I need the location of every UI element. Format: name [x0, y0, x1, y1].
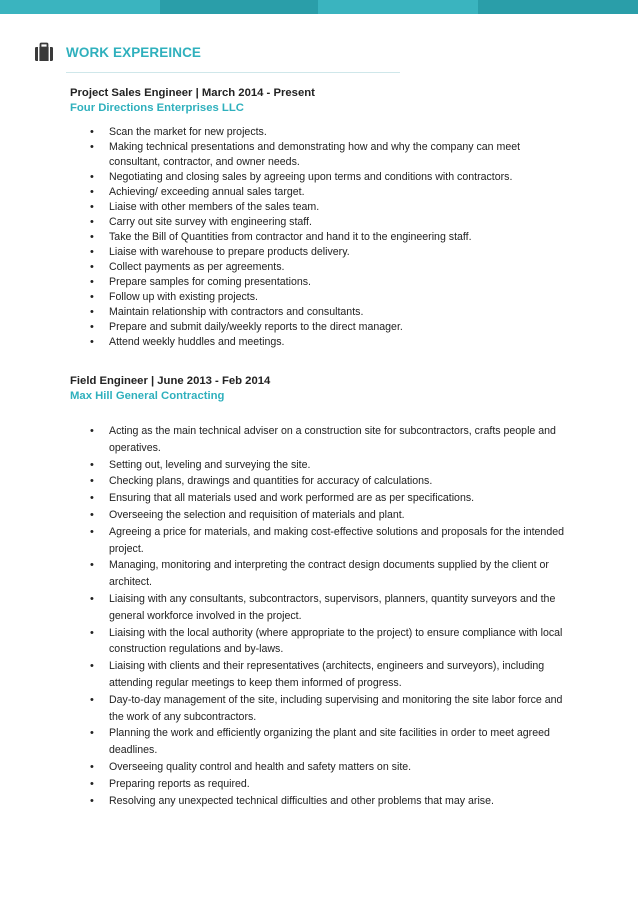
duty-item: • Achieving/ exceeding annual sales target. [70, 185, 570, 200]
section-divider [66, 72, 400, 73]
company-name: Four Directions Enterprises LLC [70, 102, 244, 114]
top-bar-segment [0, 0, 160, 14]
section-header [34, 42, 201, 62]
duty-item: • Making technical presentations and demonstrating how and why the company can meet consultant, contractor, and owner needs. [70, 140, 570, 170]
duty-item: • Attend weekly huddles and meetings. [70, 335, 570, 350]
job-entry [70, 374, 570, 809]
duty-item: • Day-to-day management of the site, including supervising and monitoring the site labor force and the work of any subcontractors. [70, 692, 570, 726]
duty-item: • Preparing reports as required. [70, 776, 570, 793]
company-name: Max Hill General Contracting [70, 390, 225, 402]
job-entry [70, 86, 570, 350]
duty-item: • Planning the work and efficiently organizing the plant and site facilities in order to meet agreed deadlines. [70, 725, 570, 759]
top-bar-segment [318, 0, 478, 14]
duty-item: • Agreeing a price for materials, and making cost-effective solutions and proposals for the intended project. [70, 524, 570, 558]
duty-item: • Setting out, leveling and surveying the site. [70, 457, 570, 474]
duty-item: • Liaising with clients and their representatives (architects, engineers and surveyors), including attending regular meetings to keep them informed of progress. [70, 658, 570, 692]
duty-item: • Resolving any unexpected technical difficulties and other problems that may arise. [70, 793, 570, 810]
duties-list [70, 423, 570, 809]
duty-item: • Overseeing the selection and requisition of materials and plant. [70, 507, 570, 524]
duty-item: • Carry out site survey with engineering staff. [70, 215, 570, 230]
duty-item: • Negotiating and closing sales by agreeing upon terms and conditions with contractors. [70, 170, 570, 185]
duty-item: • Take the Bill of Quantities from contractor and hand it to the engineering staff. [70, 230, 570, 245]
top-color-bar [0, 0, 638, 14]
duty-item: • Scan the market for new projects. [70, 125, 570, 140]
duty-item: • Follow up with existing projects. [70, 290, 570, 305]
top-bar-segment [478, 0, 638, 14]
duty-item: • Checking plans, drawings and quantities for accuracy of calculations. [70, 473, 570, 490]
duty-item: • Liaising with the local authority (where appropriate to the project) to ensure compliance with local construction regulations and by-laws. [70, 625, 570, 659]
duties-list [70, 125, 570, 350]
duty-item: • Prepare and submit daily/weekly reports to the direct manager. [70, 320, 570, 335]
top-bar-segment [160, 0, 318, 14]
duty-item: • Overseeing quality control and health and safety matters on site. [70, 759, 570, 776]
duty-item: • Liaise with other members of the sales team. [70, 200, 570, 215]
section-title: WORK EXPEREINCE [66, 44, 202, 60]
duty-item: • Maintain relationship with contractors and consultants. [70, 305, 570, 320]
duty-item: • Ensuring that all materials used and work performed are as per specifications. [70, 490, 570, 507]
duty-item: • Managing, monitoring and interpreting the contract design documents supplied by the client or architect. [70, 557, 570, 591]
duty-item: • Prepare samples for coming presentations. [70, 275, 570, 290]
duty-item: • Collect payments as per agreements. [70, 260, 570, 275]
job-title: Field Engineer | June 2013 - Feb 2014 [70, 375, 271, 387]
duty-item: • Acting as the main technical adviser on a construction site for subcontractors, crafts people and operatives. [70, 423, 570, 457]
duty-item: • Liaise with warehouse to prepare products delivery. [70, 245, 570, 260]
duty-item: • Liaising with any consultants, subcontractors, supervisors, planners, quantity surveyors and the general workforce involved in the project. [70, 591, 570, 625]
job-title: Project Sales Engineer | March 2014 - Present [70, 87, 315, 99]
briefcase-icon [34, 42, 54, 62]
